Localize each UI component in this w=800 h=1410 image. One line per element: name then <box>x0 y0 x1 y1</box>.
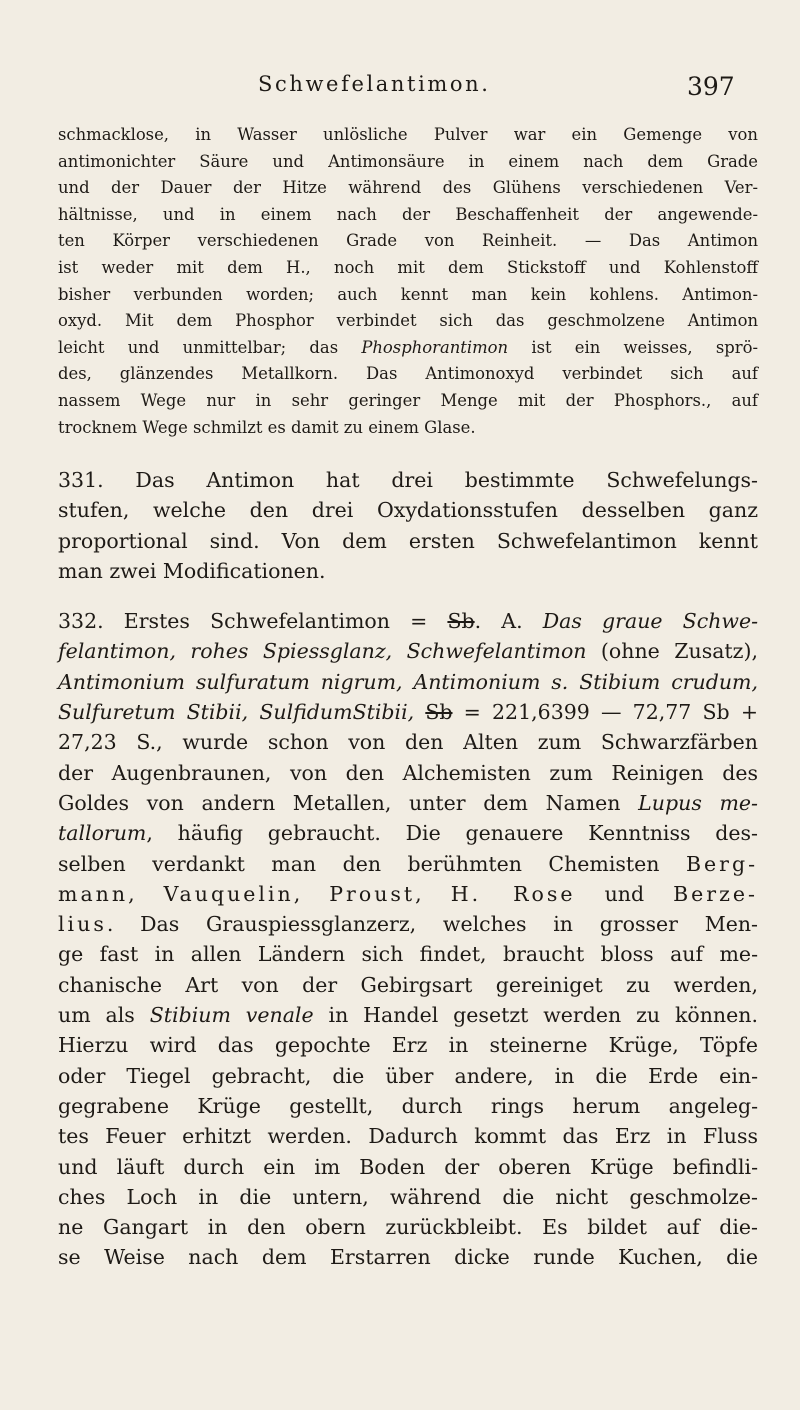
section-332-line: felantimon, rohes Spiessglanz, Schwefelantimon (ohne Zusatz), <box>58 639 758 664</box>
text-line: des, glänzendes Metallkorn. Das Antimonoxyd verbindet sich auf <box>58 364 758 384</box>
text-line: hältnisse, und in einem nach der Beschaffenheit der angewende- <box>58 204 758 224</box>
formula-symbol: Sb <box>447 609 475 634</box>
section-332-line: tes Feuer erhitzt werden. Dadurch kommt das Erz in Fluss <box>58 1124 758 1149</box>
paragraph-gap <box>58 586 758 606</box>
text-line: ten Körper verschiedenen Grade von Reinheit. — Das Antimon <box>58 231 758 251</box>
text-line: oxyd. Mit dem Phosphor verbindet sich das geschmolzene Antimon <box>58 311 758 331</box>
section-332-line: 27,23 S., wurde schon von den Alten zum Schwarzfärben <box>58 730 758 755</box>
section-332-line: ge fast in allen Ländern sich findet, braucht bloss auf me- <box>58 942 758 967</box>
section-332-line: oder Tiegel gebracht, die über andere, in die Erde ein- <box>58 1063 758 1088</box>
name-bergmann: Berg- <box>685 851 758 876</box>
formula-symbol: Sb <box>425 700 453 725</box>
section-332-line: Goldes von andern Metallen, unter dem Namen Lupus me- <box>58 790 758 815</box>
text-line: antimonichter Säure und Antimonsäure in einem nach dem Grade <box>58 151 758 171</box>
name-rose: H. Rose <box>450 881 576 906</box>
section-332-line: Sulfuretum Stibii, SulfidumStibii, Sb = 221,6399 — 72,77 Sb + <box>58 700 759 725</box>
text-line: ist weder mit dem H., noch mit dem Stickstoff und Kohlenstoff <box>58 257 758 277</box>
section-331-line: 331. Das Antimon hat drei bestimmte Schwefelungs- <box>58 468 758 492</box>
intro-paragraph <box>58 122 758 441</box>
main-text <box>58 465 758 1273</box>
section-332-line: der Augenbraunen, von den Alchemisten zum Reinigen des <box>58 760 758 785</box>
section-331-line: stufen, welche den drei Oxydationsstufen desselben ganz <box>58 498 758 523</box>
section-332-line: selben verdankt man den berühmten Chemisten Berg- <box>58 851 758 876</box>
name-vauquelin: Vauquelin <box>163 881 294 906</box>
term-stibium-venale: Stibium venale <box>149 1003 314 1028</box>
text-line: bisher verbunden worden; auch kennt man kein kohlens. Antimon- <box>58 284 758 304</box>
text-line: trocknem Wege schmilzt es damit zu einem Glase. <box>58 417 476 437</box>
section-332-line: mann, Vauquelin, Proust, H. Rose und Berze- <box>58 881 758 906</box>
section-332-line: lius. Das Grauspiessglanzerz, welches in grosser Men- <box>58 912 758 937</box>
text-line: schmacklose, in Wasser unlösliche Pulver war ein Gemenge von <box>58 125 758 144</box>
section-332-line: um als Stibium venale in Handel gesetzt werden zu können. <box>58 1003 758 1028</box>
section-331-line: proportional sind. Von dem ersten Schwefelantimon kennt <box>58 528 758 553</box>
section-332-line: se Weise nach dem Erstarren dicke runde Kuchen, die <box>58 1245 758 1270</box>
section-332-line: gegrabene Krüge gestellt, durch rings herum angeleg- <box>58 1093 758 1118</box>
section-332-line: tallorum, häufig gebraucht. Die genauere Kenntniss des- <box>58 821 758 846</box>
section-332-line: Antimonium sulfuratum nigrum, Antimonium s. Stibium crudum, <box>58 669 758 694</box>
section-332-line: Hierzu wird das gepochte Erz in steinerne Krüge, Töpfe <box>58 1033 758 1058</box>
section-332-line: und läuft durch ein im Boden der oberen Krüge befindli- <box>58 1154 758 1179</box>
section-331-line: man zwei Modificationen. <box>58 558 326 583</box>
section-332-line: 332. Erstes Schwefelantimon = Sb. A. Das graue Schwe- <box>58 609 758 634</box>
term-phosphorantimon: Phosphorantimon <box>361 337 509 357</box>
page-number: 397 <box>687 72 735 101</box>
section-332-line: ches Loch in die untern, während die nicht geschmolze- <box>58 1184 758 1209</box>
text-line: leicht und unmittelbar; das Phosphorantimon ist ein weisses, sprö- <box>58 337 759 357</box>
name-proust: Proust <box>329 881 416 906</box>
running-head: Schwefelantimon. <box>258 72 491 96</box>
section-332-line: ne Gangart in den obern zurückbleibt. Es bildet auf die- <box>58 1215 758 1240</box>
name-berzelius: Berze- <box>673 881 758 906</box>
text-line: und der Dauer der Hitze während des Glühens verschiedenen Ver- <box>58 178 758 198</box>
section-332-line: chanische Art von der Gebirgsart gereiniget zu werden, <box>58 972 758 997</box>
text-line: nassem Wege nur in sehr geringer Menge mit der Phosphors., auf <box>58 390 758 410</box>
